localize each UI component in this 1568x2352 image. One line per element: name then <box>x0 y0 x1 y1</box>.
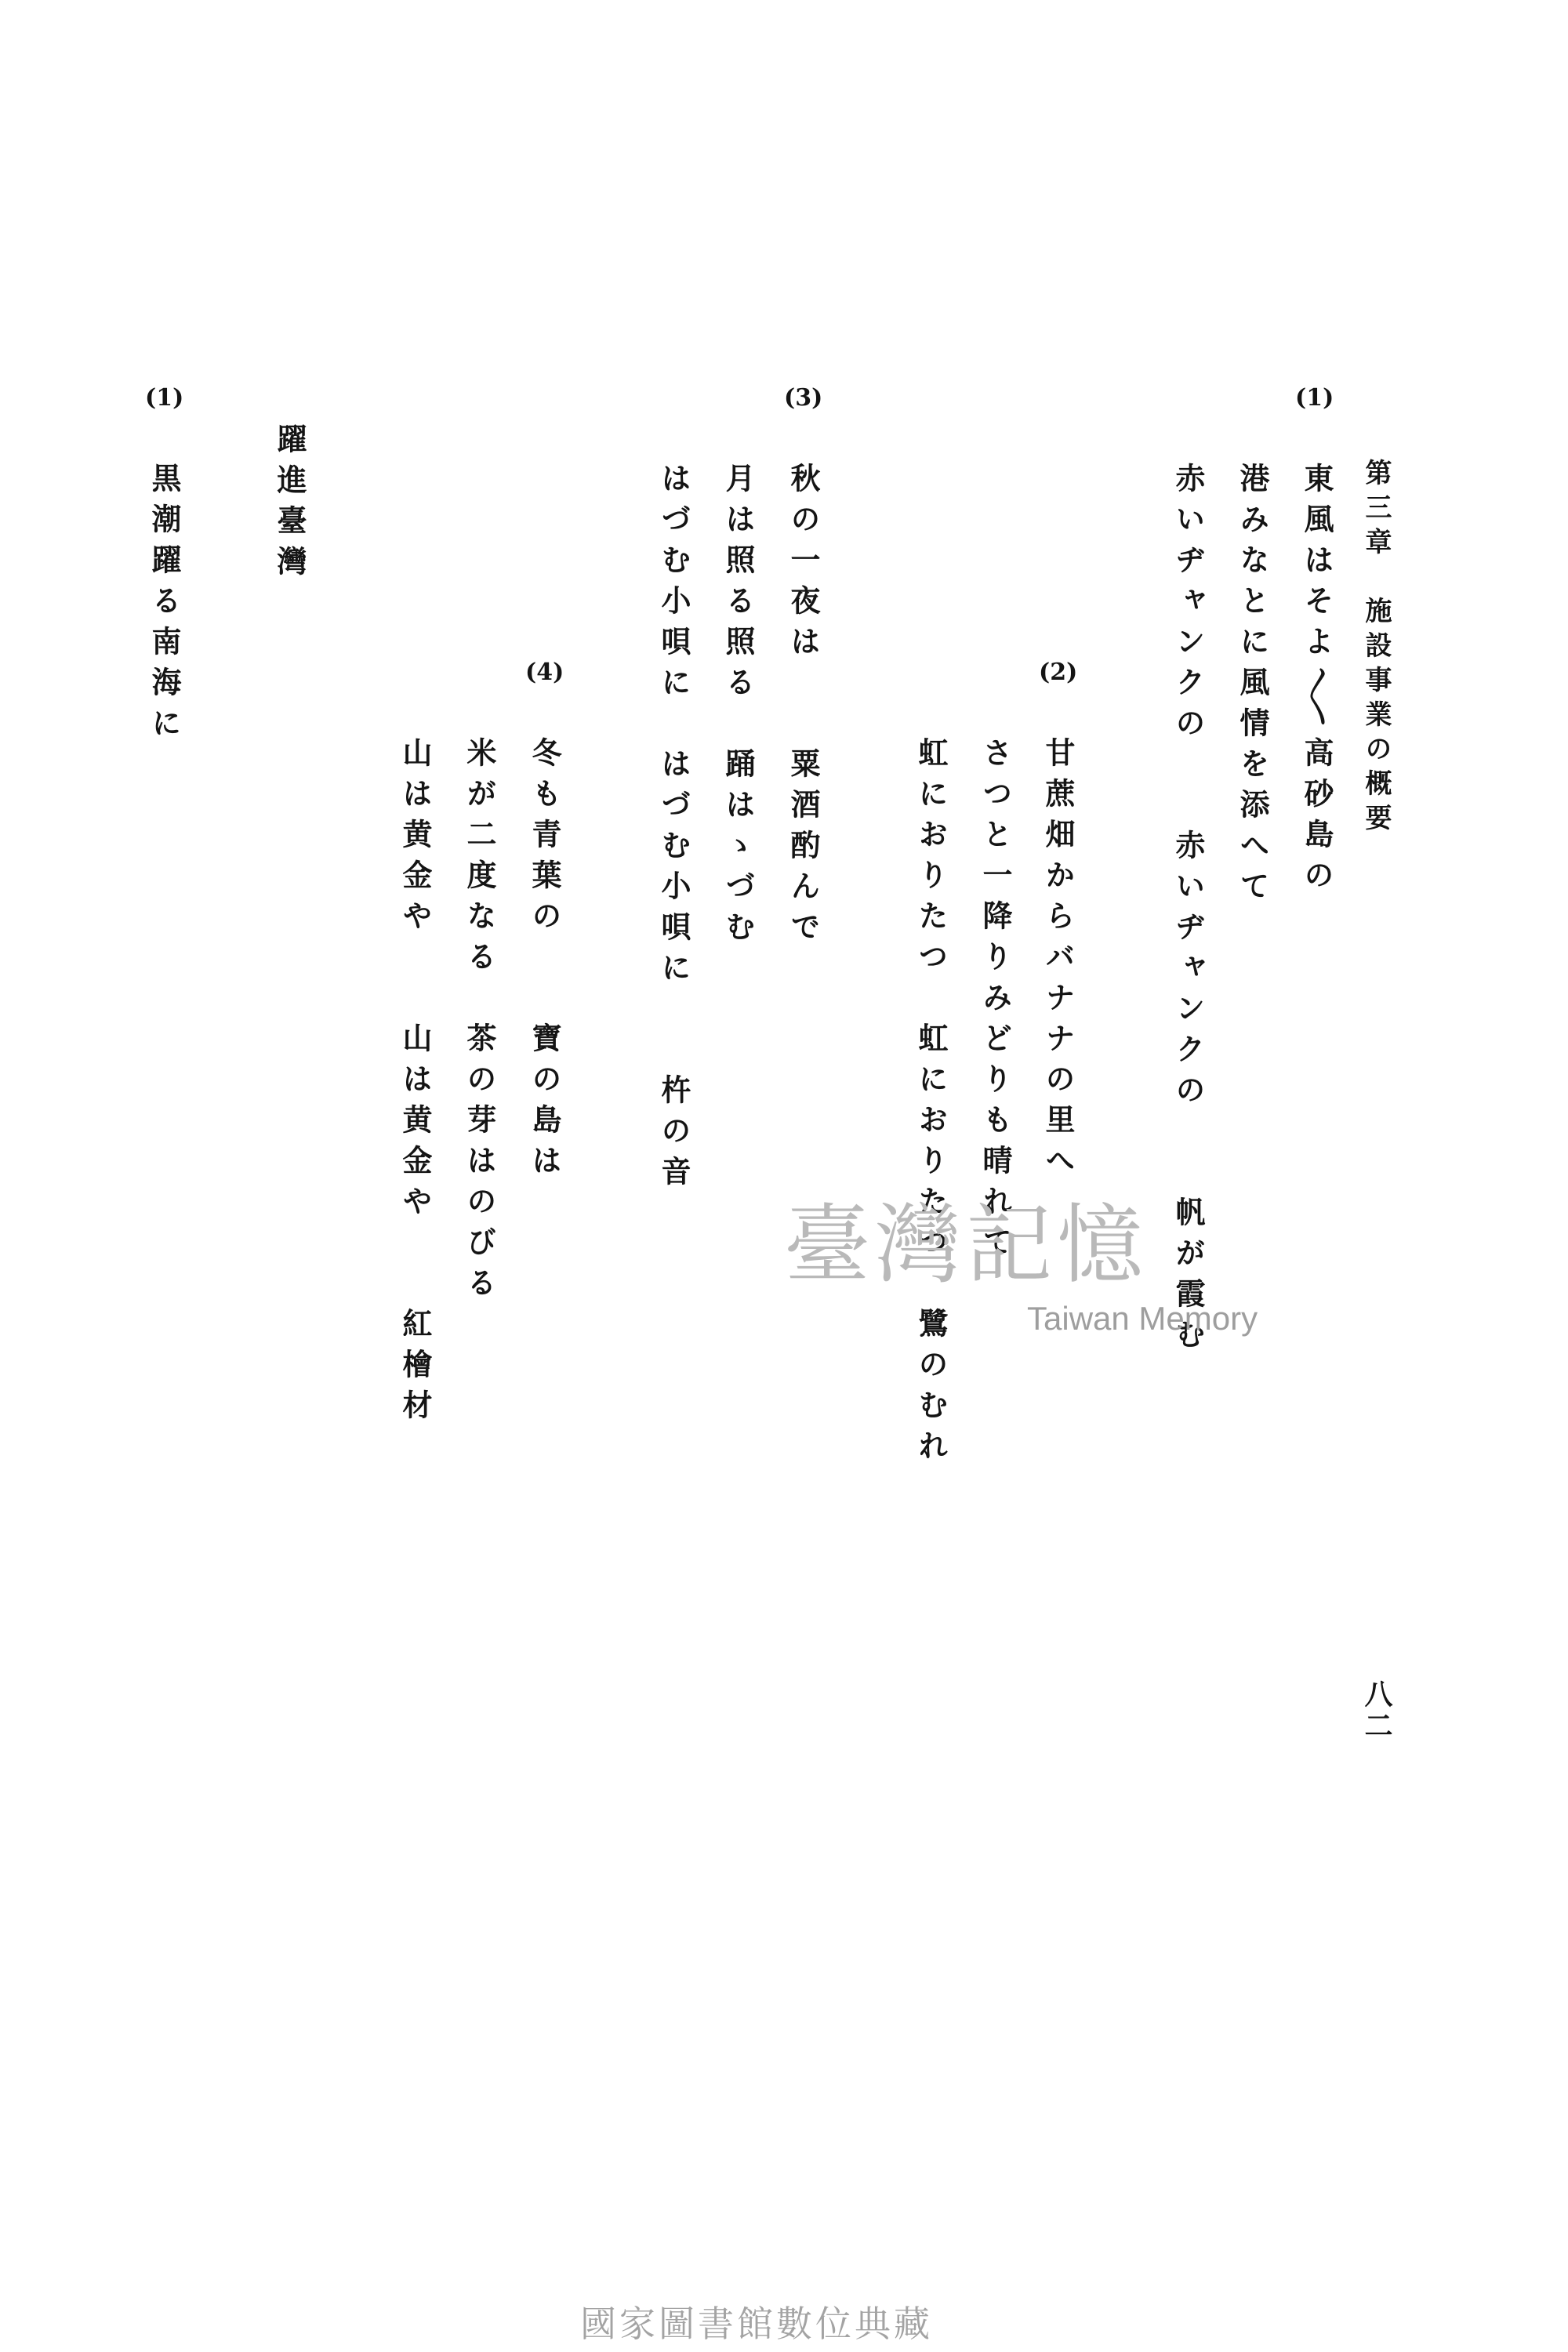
verse-line: 東風はそよ〳〵高砂島の <box>1299 463 1334 900</box>
verse-line: はづむ小唄に はづむ小唄に 杵の音 <box>656 463 691 1196</box>
song-title: 躍進臺灣 <box>272 423 307 586</box>
verse-line: さつと一降りみどりも晴れて <box>978 737 1013 1267</box>
verse-line: 赤いヂャンクの 赤いヂャンクの 帆が霞む <box>1171 463 1206 1359</box>
verse-marker: (1) <box>1295 384 1334 412</box>
verse-marker: (3) <box>784 384 823 412</box>
page-number: 八二 <box>1360 1679 1393 1742</box>
verse-line: 山は黄金や 山は黄金や 紅檜材 <box>397 737 433 1430</box>
verse-line: 黒潮躍る南海に <box>147 463 182 748</box>
verse-line: 甘蔗畑からバナナの里へ <box>1040 737 1076 1185</box>
verse-marker: (1) <box>145 384 184 412</box>
verse-line: 米が二度なる 茶の芽はのびる <box>462 737 497 1308</box>
watermark-logo: 臺灣記憶 <box>784 1195 1148 1295</box>
chapter-header: 第三章 施設事業の概要 <box>1360 459 1392 838</box>
verse-line: 港みなとに風情を添へて <box>1235 463 1270 911</box>
verse-marker: (2) <box>1039 659 1078 686</box>
verse-marker: (4) <box>525 659 564 686</box>
verse-line: 月は照る照る 踊はゝづむ <box>720 463 756 952</box>
library-footer: 國家圖書館數位典藏 <box>580 2303 933 2345</box>
watermark-subtext: Taiwan Memory <box>1027 1300 1258 1337</box>
verse-line: 虹におりたつ 虹におりたつ 鷺のむれ <box>913 737 949 1471</box>
verse-line: 冬も青葉の 寶の島は <box>527 737 562 1185</box>
verse-line: 秋の一夜は 粟酒酌んで <box>786 463 821 952</box>
